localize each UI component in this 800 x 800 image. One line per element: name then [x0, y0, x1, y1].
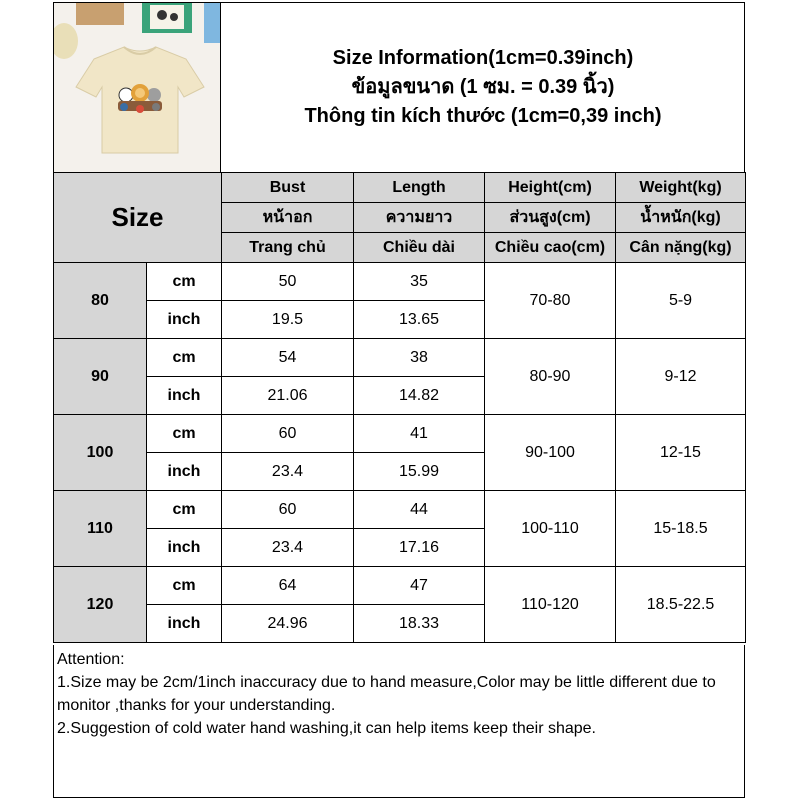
- col-header-weight-thai: น้ำหนัก(kg): [616, 203, 746, 233]
- attention-notes: [53, 645, 745, 798]
- size-label: 110: [54, 491, 147, 567]
- size-label: 80: [54, 263, 147, 339]
- length-cm-value: 47: [354, 567, 485, 605]
- title-vietnamese: Thông tin kích thước (1cm=0,39 inch): [304, 105, 662, 127]
- weight-range: 5-9: [616, 263, 746, 339]
- unit-cm: cm: [147, 339, 222, 377]
- col-header-bust: Bust: [222, 173, 354, 203]
- weight-range: 12-15: [616, 415, 746, 491]
- unit-cm: cm: [147, 567, 222, 605]
- unit-inch: inch: [147, 453, 222, 491]
- bust-cm-value: 60: [222, 491, 354, 529]
- height-range: 80-90: [485, 339, 616, 415]
- size-information-title: [222, 3, 744, 172]
- bust-cm-value: 60: [222, 415, 354, 453]
- table-row: [54, 491, 746, 529]
- unit-inch: inch: [147, 377, 222, 415]
- bust-inch-value: 19.5: [222, 301, 354, 339]
- unit-inch: inch: [147, 301, 222, 339]
- unit-cm: cm: [147, 415, 222, 453]
- notes-line-1: 1.Size may be 2cm/1inch inaccuracy due to hand measure,Color may be little different due to monitor ,thanks for your understanding.: [57, 674, 716, 714]
- col-header-height-thai: ส่วนสูง(cm): [485, 203, 616, 233]
- bust-cm-value: 50: [222, 263, 354, 301]
- height-range: 100-110: [485, 491, 616, 567]
- length-inch-value: 14.82: [354, 377, 485, 415]
- bust-cm-value: 64: [222, 567, 354, 605]
- unit-inch: inch: [147, 529, 222, 567]
- unit-cm: cm: [147, 491, 222, 529]
- header-row-english: [54, 173, 746, 203]
- size-chart-header: [53, 2, 745, 173]
- unit-inch: inch: [147, 605, 222, 643]
- size-label: 100: [54, 415, 147, 491]
- notes-line-2: 2.Suggestion of cold water hand washing,it can help items keep their shape.: [57, 720, 596, 737]
- weight-range: 15-18.5: [616, 491, 746, 567]
- title-english: Size Information(1cm=0.39inch): [332, 47, 634, 69]
- size-column-header: Size: [54, 173, 222, 263]
- col-header-length-thai: ความยาว: [354, 203, 485, 233]
- tshirt-photo-illustration: [54, 3, 220, 172]
- bust-inch-value: 21.06: [222, 377, 354, 415]
- table-row: [54, 567, 746, 605]
- col-header-weight: Weight(kg): [616, 173, 746, 203]
- table-row: [54, 415, 746, 453]
- col-header-bust-thai: หน้าอก: [222, 203, 354, 233]
- size-label: 90: [54, 339, 147, 415]
- bust-cm-value: 54: [222, 339, 354, 377]
- length-inch-value: 13.65: [354, 301, 485, 339]
- product-photo: [54, 3, 221, 172]
- unit-cm: cm: [147, 263, 222, 301]
- size-chart-sheet: [53, 2, 745, 798]
- col-header-bust-vi: Trang chủ: [222, 233, 354, 263]
- weight-range: 18.5-22.5: [616, 567, 746, 643]
- col-header-weight-vi: Cân nặng(kg): [616, 233, 746, 263]
- title-thai: ข้อมูลขนาด (1 ซม. = 0.39 นิ้ว): [351, 76, 615, 98]
- size-table-wrap: [53, 172, 745, 643]
- length-cm-value: 35: [354, 263, 485, 301]
- col-header-height: Height(cm): [485, 173, 616, 203]
- bust-inch-value: 23.4: [222, 529, 354, 567]
- table-row: [54, 263, 746, 301]
- col-header-length-vi: Chiều dài: [354, 233, 485, 263]
- bust-inch-value: 23.4: [222, 453, 354, 491]
- size-label: 120: [54, 567, 147, 643]
- length-cm-value: 44: [354, 491, 485, 529]
- table-row: [54, 339, 746, 377]
- notes-title: Attention:: [57, 651, 125, 668]
- length-inch-value: 17.16: [354, 529, 485, 567]
- weight-range: 9-12: [616, 339, 746, 415]
- height-range: 70-80: [485, 263, 616, 339]
- size-table: [53, 172, 746, 643]
- height-range: 90-100: [485, 415, 616, 491]
- length-inch-value: 18.33: [354, 605, 485, 643]
- length-inch-value: 15.99: [354, 453, 485, 491]
- height-range: 110-120: [485, 567, 616, 643]
- col-header-height-vi: Chiều cao(cm): [485, 233, 616, 263]
- length-cm-value: 38: [354, 339, 485, 377]
- length-cm-value: 41: [354, 415, 485, 453]
- bust-inch-value: 24.96: [222, 605, 354, 643]
- col-header-length: Length: [354, 173, 485, 203]
